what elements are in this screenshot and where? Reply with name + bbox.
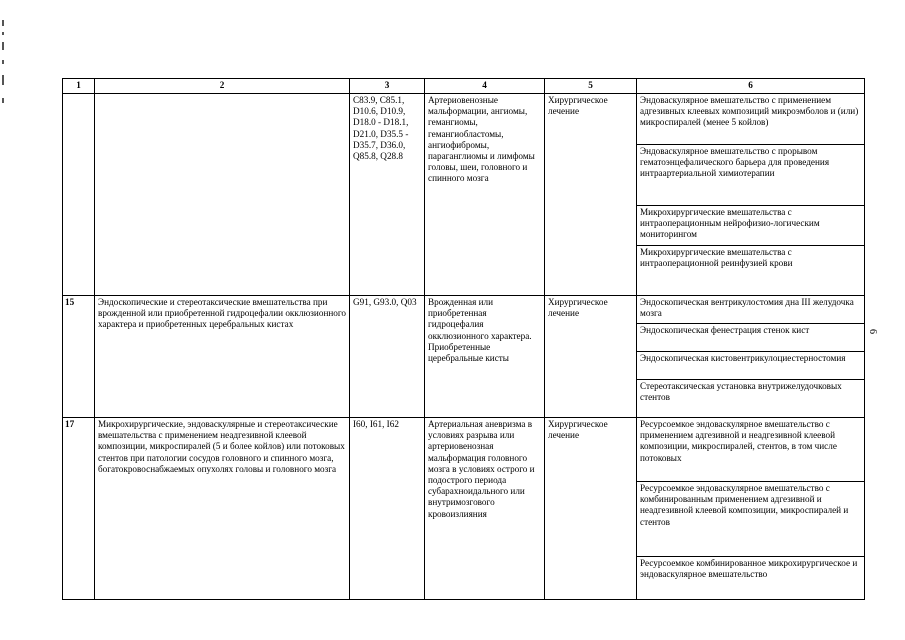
procedures-table — [62, 78, 865, 600]
header-col-1: 1 — [63, 79, 95, 94]
method-item: Эндоваскулярное вмешательство с применением адгезивных клеевых композиций микроэмболов и (или) микроспиралей (менее 5 койлов) — [637, 94, 864, 145]
row-number — [63, 94, 95, 296]
header-row — [63, 79, 865, 94]
scan-edge-marks — [2, 20, 8, 110]
method-item: Эндоскопическая кистовентрикулоциестерностомия — [637, 352, 864, 380]
method-item: Микрохирургические вмешательства с интраоперационным нейрофизио-логическим мониторингом — [637, 206, 864, 246]
row-procedure-name — [95, 94, 350, 296]
method-item: Ресурсоемкое эндоваскулярное вмешательство с комбинированным применением адгезивной и неадгезивной клеевой композиции, микроспиралей и стентов — [637, 482, 864, 557]
row-icd-codes: I60, I61, I62 — [350, 418, 425, 600]
method-item: Ресурсоемкое комбинированное микрохирургическое и эндоваскулярное вмешательство — [640, 558, 858, 580]
row-icd-codes: G91, G93.0, Q03 — [350, 296, 425, 418]
header-col-3: 3 — [350, 79, 425, 94]
method-item: Эндоскопическая фенестрация стенок кист — [637, 324, 864, 352]
row-condition: Артериовенозные мальформации, ангиомы, гемангиомы, гемангиобластомы, ангиофибромы, параганглиомы и лимфомы головы, шеи, головного и спинного мозга — [425, 94, 545, 296]
table-row — [63, 94, 865, 296]
table-row — [63, 418, 865, 600]
row-treatment-type: Хирургическое лечение — [545, 296, 637, 418]
row-condition: Врожденная или приобретенная гидроцефалия окклюзионного характера. Приобретенные церебральные кисты — [425, 296, 545, 418]
row-condition: Артериальная аневризма в условиях разрыва или артериовенозная мальформация головного мозга в условиях острого и подострого периода субарахноидального или внутримозгового кровоизлияния — [425, 418, 545, 600]
row-number: 17 — [63, 418, 95, 600]
row-number: 15 — [63, 296, 95, 418]
method-item: Стереотаксическая установка внутрижелудочковых стентов — [640, 381, 842, 403]
method-item: Эндоскопическая вентрикулостомия дна III желудочка мозга — [637, 296, 864, 324]
row-procedure-name: Микрохирургические, эндоваскулярные и стереотаксические вмешательства с применением неадгезивной клеевой композиции, микроспиралей (5 и более койлов) или потоковых стентов при патологии сосудов головного и спинного мозга, богатокровоснабжаемых опухолях головы и головного мозга — [95, 418, 350, 600]
row-procedure-name: Эндоскопические и стереотаксические вмешательства при врожденной или приобретенной гидроцефалии окклюзионного характера и приобретенных церебральных кистах — [95, 296, 350, 418]
header-col-2: 2 — [95, 79, 350, 94]
table-row — [63, 296, 865, 418]
row-treatment-type: Хирургическое лечение — [545, 418, 637, 600]
method-item: Микрохирургические вмешательства с интраоперационной реинфузией крови — [640, 247, 793, 269]
row-methods — [637, 418, 865, 600]
row-icd-codes: C83.9, C85.1, D10.6, D10.9, D18.0 - D18.1, D21.0, D35.5 - D35.7, D36.0, Q85.8, Q28.8 — [350, 94, 425, 296]
header-col-4: 4 — [425, 79, 545, 94]
header-col-6: 6 — [637, 79, 865, 94]
header-col-5: 5 — [545, 79, 637, 94]
row-methods — [637, 94, 865, 296]
method-item: Эндоваскулярное вмешательство с прорывом гематоэнцефалического барьера для проведения интраартериальной химиотерапии — [637, 145, 864, 206]
row-treatment-type: Хирургическое лечение — [545, 94, 637, 296]
row-methods — [637, 296, 865, 418]
page-number: 6 — [867, 329, 878, 334]
method-item: Ресурсоемкое эндоваскулярное вмешательство с применением адгезивной и неадгезивной клеевой композиции, микроспиралей, стентов, в том числе потоковых — [637, 418, 864, 482]
